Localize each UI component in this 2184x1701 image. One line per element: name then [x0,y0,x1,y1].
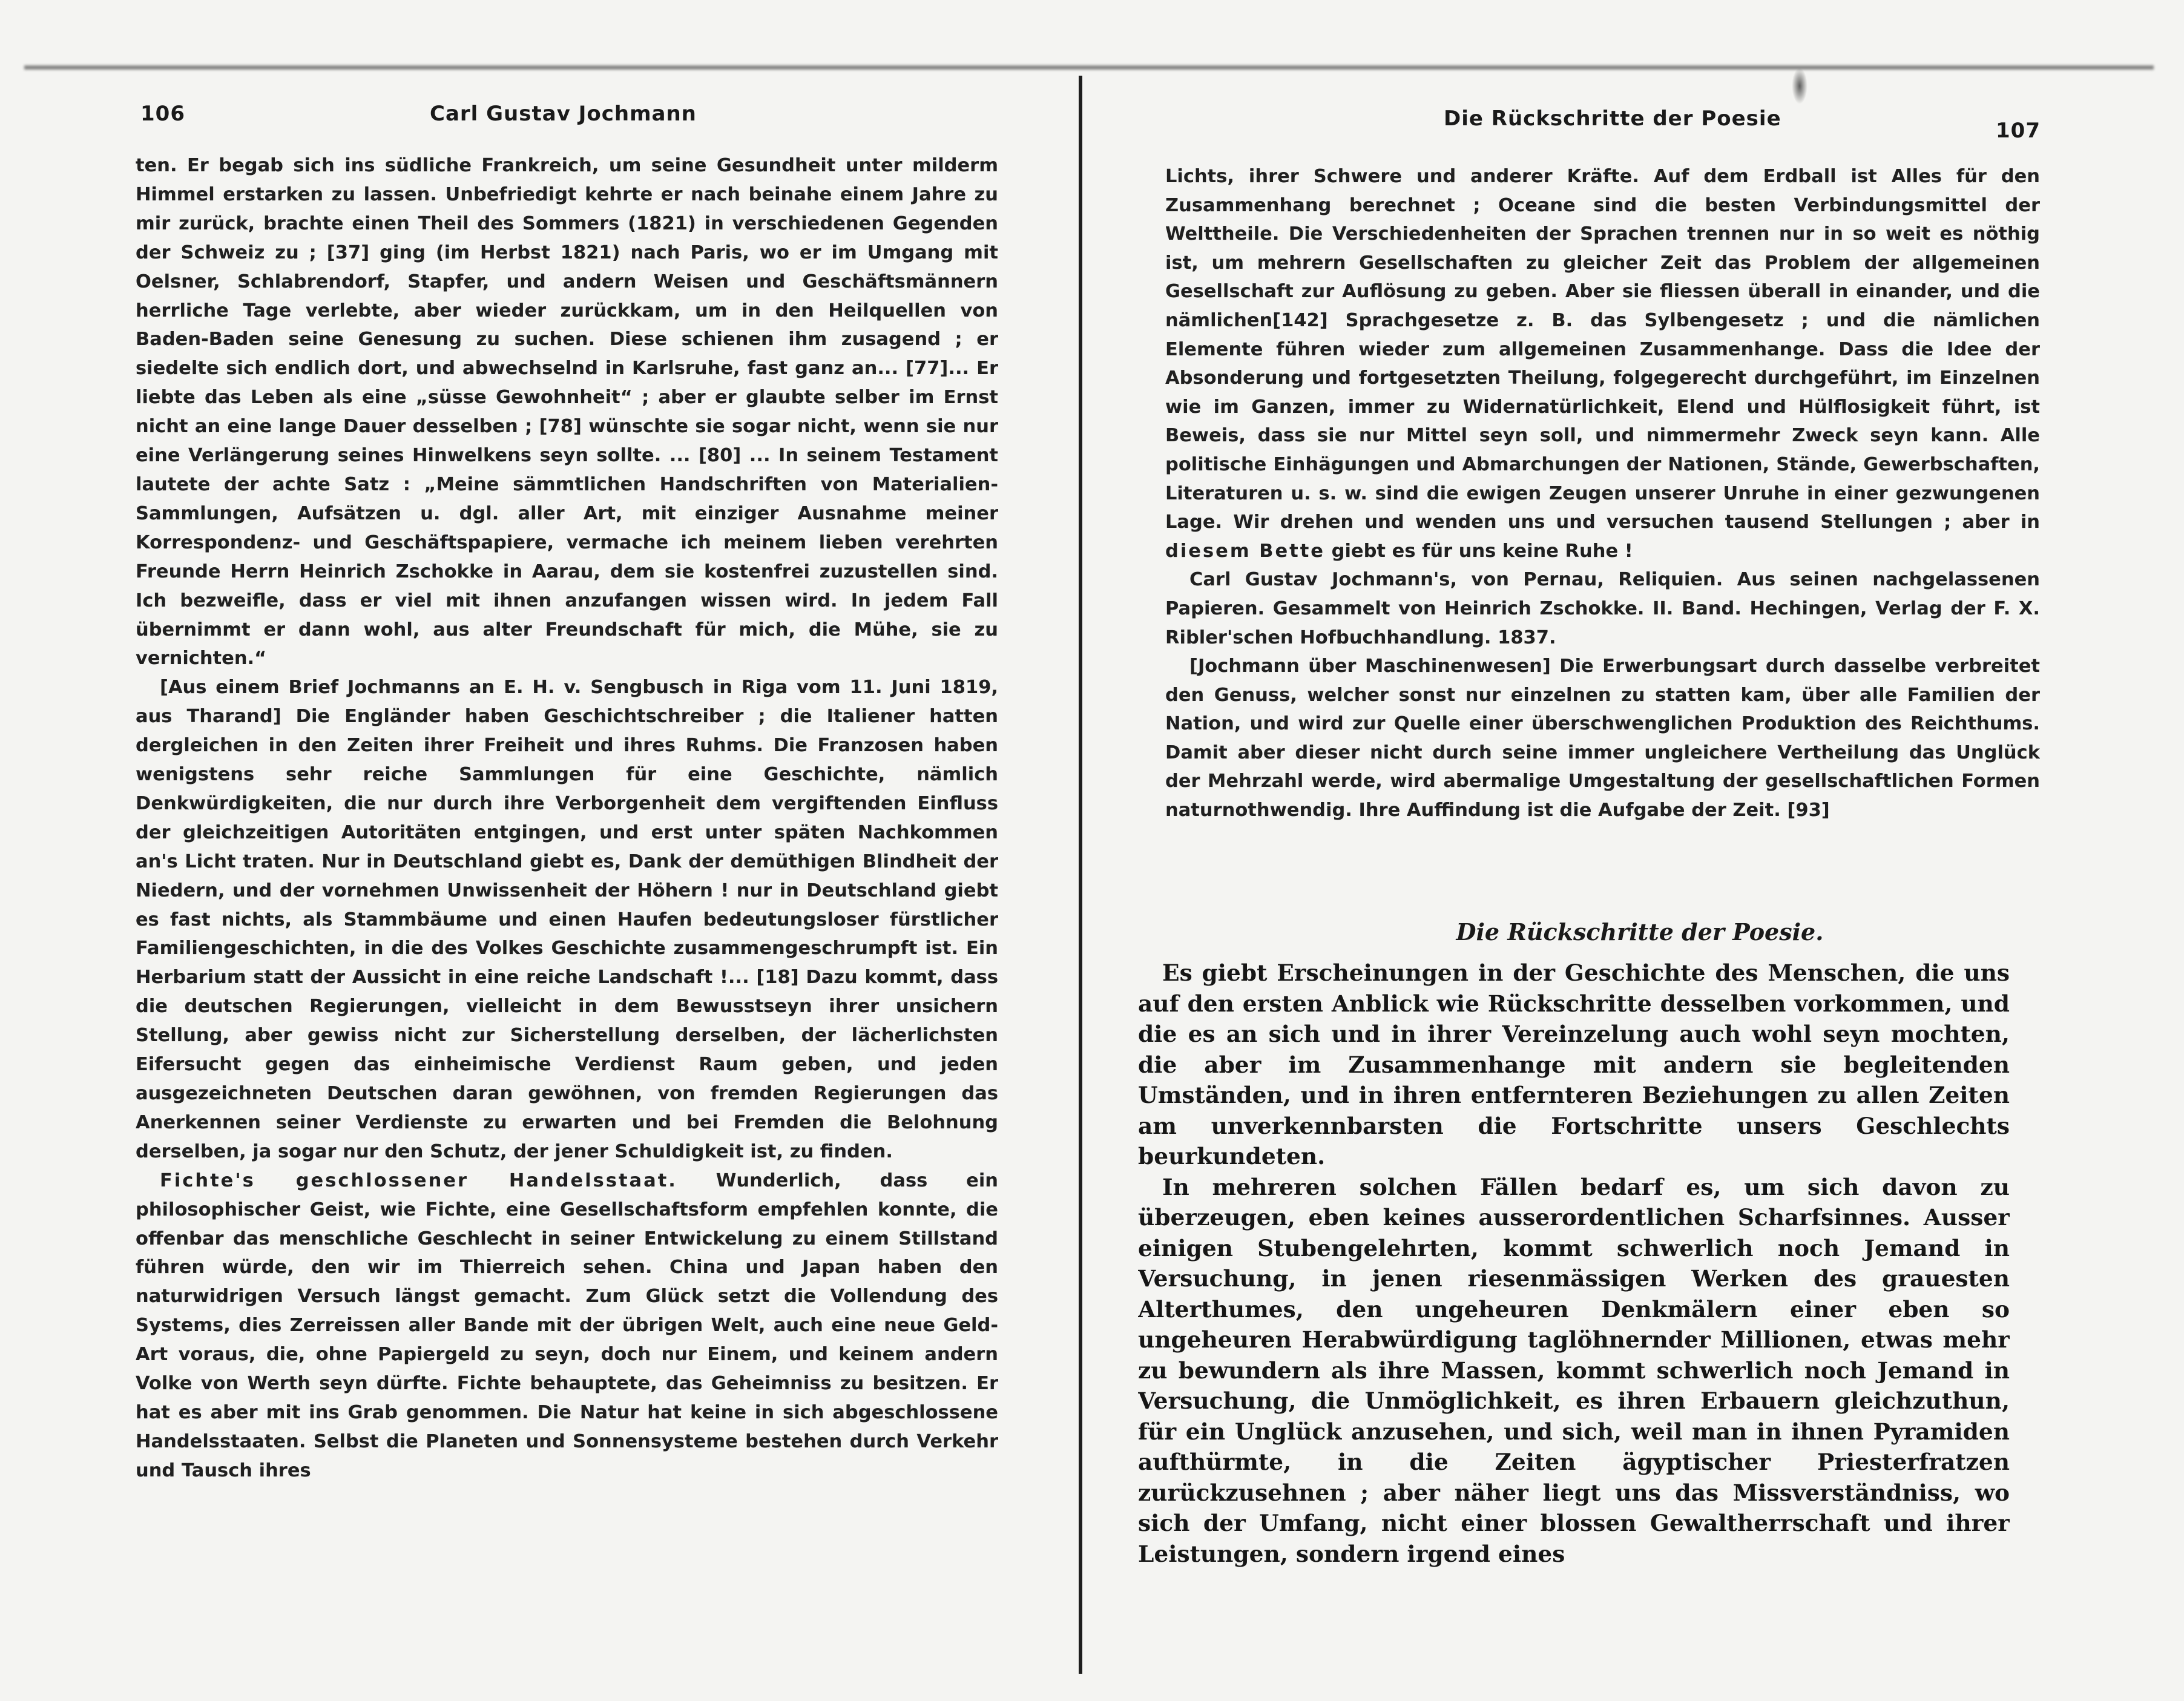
left-page [0,0,1077,1701]
essay-paragraph-1: Es giebt Erscheinungen in der Geschichte des Menschen, die uns auf den ersten Anblick wie Rückschritte desselben vorkommen, und die es an sich und in ihrer Vereinzelung auch wohl seyn mochten, die aber im Zusammenhange mit andern sie begleitenden Umständen, und in ihren entfernteren Beziehungen zu allen Zeiten am unverkennbarsten die Fortschritte unsers Geschlechts beurkundeten. [1138,959,2010,1170]
notes-spaced-phrase: diesem Bette [1165,540,1325,562]
notes-opening: Lichts, ihrer Schwere und anderer Kräfte. Auf dem Erdball ist Alles für den Zusammenhang berechnet ; Oceane sind die besten Verbindungsmittel der Welttheile. Die Verschiedenheiten der Sprachen trennen nur in so weit es nöthig ist, um mehrern Gesellschaften zu gleicher Zeit das Problem der allgemeinen Gesellschaft zur Auflösung zu geben. Aber sie fliessen überall in einander, und die nämlichen[142] Sprachgesetze z. B. das Sylbengesetz ; und die nämlichen Elemente führen wieder zum allgemeinen Zusammenhange. Dass die Idee der Absonderung und fortgesetzten Theilung, folgegerecht durchgeführt, im Einzelnen wie im Ganzen, immer zu Widernatürlichkeit, Elend und Hülflosigkeit führt, ist Beweis, dass sie nur Mittel seyn soll, und nimmermehr Zweck seyn kann. Alle politische Einhägungen und Abmarchungen der Nationen, Stände, Gewerbschaften, Literaturen u. s. w. sind die ewigen Zeugen unserer Unruhe in einer gezwungenen Lage. Wir drehen und wenden uns und versuchen tausend Stellungen ; aber in [1165,166,2040,533]
essay-title: Die Rückschritte der Poesie. [1456,918,1824,946]
left-running-title: Carl Gustav Jochmann [430,102,697,126]
left-page-number: 106 [140,102,185,126]
machine-note-paragraph: [Jochmann über Maschinenwesen] Die Erwerbungsart durch dasselbe verbreitet den Genuss, welcher sonst nur einzelnen zu statten kam, über alle Familien der Nation, und wird zur Quelle einer überschwenglichen Produktion des Reichthums. Damit aber dieser nicht durch seine immer ungleichere Vertheilung das Unglück der Mehrzahl werde, wird abermalige Umgestaltung der gesellschaftlichen Formen naturnothwendig. Ihre Auffindung ist die Aufgabe der Zeit. [93] [1165,656,2040,821]
fichte-heading: Fichte's geschlossener Handelsstaat. [160,1170,677,1191]
essay-paragraph-2: In mehreren solchen Fällen bedarf es, um sich davon zu überzeugen, eben keines ausserordentlichen Scharfsinnes. Ausser einigen Stubengelehrten, kommt schwerlich noch Jemand in Versuchung, in jenen riesenmässigen Werken des grauesten Alterthumes, den ungeheuren Denkmälern einer eben so ungeheuren Herabwürdigung taglöhnernder Millionen, etwas mehr zu bewundern als ihre Massen, kommt schwerlich noch Jemand in Versuchung, die Unmöglichkeit, es ihren Erbauern gleichzuthun, für ein Unglück anzusehen, und sich, weil man in ihnen Pyramiden aufthürmte, in die Zeiten ägyptischer Priesterfratzen zurückzusehnen ; aber näher liegt uns das Missverständniss, wo sich der Umfang, nicht einer blossen Gewaltherrschaft und ihrer Leistungen, sondern irgend eines [1138,1173,2010,1567]
left-paragraph-reliquien: ten. Er begab sich ins südliche Frankreich, um seine Gesundheit unter milderm Himmel erstarken zu lassen. Unbefriedigt kehrte er nach beinahe einem Jahre zu mir zurück, brachte einen Theil des Sommers (1821) in verschiedenen Gegenden der Schweiz zu ; [37] ging (im Herbst 1821) nach Paris, wo er im Umgang mit Oelsner, Schlabrendorf, Stapfer, und andern Weisen und Geschäftsmännern herrliche Tage verlebte, aber wieder zurückkam, um in den Heilquellen von Baden-Baden seine Genesung zu suchen. Diese schienen ihm zusagend ; er siedelte sich endlich dort, und abwechselnd in Karlsruhe, fast ganz an... [77]... Er liebte das Leben als eine „süsse Gewohnheit“ ; aber er glaubte selber im Ernst nicht an eine lange Dauer desselben ; [78] wünschte sie sogar nicht, wenn sie nur eine Verlängerung seines Hinwelkens seyn sollte. ... [80] ... In seinem Testament lautete der achte Satz : „Meine sämmtlichen Handschriften von Materialien-Sammlungen, Aufsätzen u. dgl. aller Art, mit einziger Ausnahme meiner Korrespondenz- und Geschäftspapiere, vermache ich meinem lieben verehrten Freunde Herrn Heinrich Zschokke in Aarau, dem sie kostenfrei zuzustellen sind. Ich bezweifle, dass er viel mit ihnen anzufangen wissen wird. In jedem Fall übernimmt er dann wohl, aus alter Freundschaft für mich, die Mühe, sie zu vernichten.“ [136,155,998,670]
left-body-text [136,151,998,1525]
fichte-text: Wunderlich, dass ein philosophischer Geist, wie Fichte, eine Gesellschaftsform empfehlen konnte, die offenbar das menschliche Geschlecht in seiner Entwickelung zu einem Stillstand führen würde, den wir im Thierreich sehen. China und Japan haben den naturwidrigen Versuch längst gemacht. Zum Glück setzt die Vollendung des Systems, dies Zerreissen aller Bande mit der übrigen Welt, auch eine neue Geld-Art voraus, die, ohne Papiergeld zu seyn, doch nur Einem, und keinem andern Volke von Werth seyn dürfte. Fichte behauptete, das Geheimniss zu besitzen. Er hat es aber mit ins Grab genommen. Die Natur hat keine in sich abgeschlossene Handelsstaaten. Selbst die Planeten und Sonnensysteme bestehen durch Verkehr und Tausch ihres [136,1170,998,1481]
right-running-title: Die Rückschritte der Poesie [1444,107,1781,131]
left-paragraph-fichte [136,1166,998,1485]
notes-closing: giebt es für uns keine Ruhe ! [1331,540,1633,562]
source-citation: Carl Gustav Jochmann's, von Pernau, Reliquien. Aus seinen nachgelassenen Papieren. Gesammelt von Heinrich Zschokke. II. Band. Hechingen, Verlag der F. X. Ribler'schen Hofbuchhandlung. 1837. [1165,569,2040,648]
book-gutter-divider [1079,76,1082,1674]
left-paragraph-sengbusch-letter: [Aus einem Brief Jochmanns an E. H. v. Sengbusch in Riga vom 11. Juni 1819, aus Tharand] Die Engländer haben Geschichtschreiber ; die Italiener hatten dergleichen in den Zeiten ihrer Freiheit und ihres Ruhms. Die Franzosen haben wenigstens sehr reiche Sammlungen für eine Geschichte, nämlich Denkwürdigkeiten, die nur durch ihre Verborgenheit dem vergiftenden Einfluss der gleichzeitigen Autoritäten entgingen, und erst unter späten Nachkommen an's Licht traten. Nur in Deutschland giebt es, Dank der demüthigen Blindheit der Niedern, und der vornehmen Unwissenheit der Höhern ! nur in Deutschland giebt es fast nichts, als Stammbäume und einen Haufen bedeutungsloser fürstlicher Familiengeschichten, in die des Volkes Geschichte zusammengeschrumpft ist. Ein Herbarium statt der Aussicht in eine reiche Landschaft !... [18] Dazu kommt, dass die deutschen Regierungen, vielleicht in dem Bewusstseyn ihrer unsichern Stellung, aber gewiss nicht zur Sicherstellung derselben, der lächerlichsten Eifersucht gegen das einheimische Verdienst Raum geben, und jeden ausgezeichneten Deutschen daran gewöhnen, von fremden Regierungen das Anerkennen seiner Verdienste zu erwarten und bei Fremden die Belohnung derselben, ja sogar nur den Schutz, der jener Schuldigkeit ist, zu finden. [136,677,998,1162]
right-notes-text [1165,162,2040,883]
essay-body-text [1138,958,2010,1569]
right-page-number: 107 [1996,119,2041,143]
right-notes-paragraph [1165,162,2040,565]
